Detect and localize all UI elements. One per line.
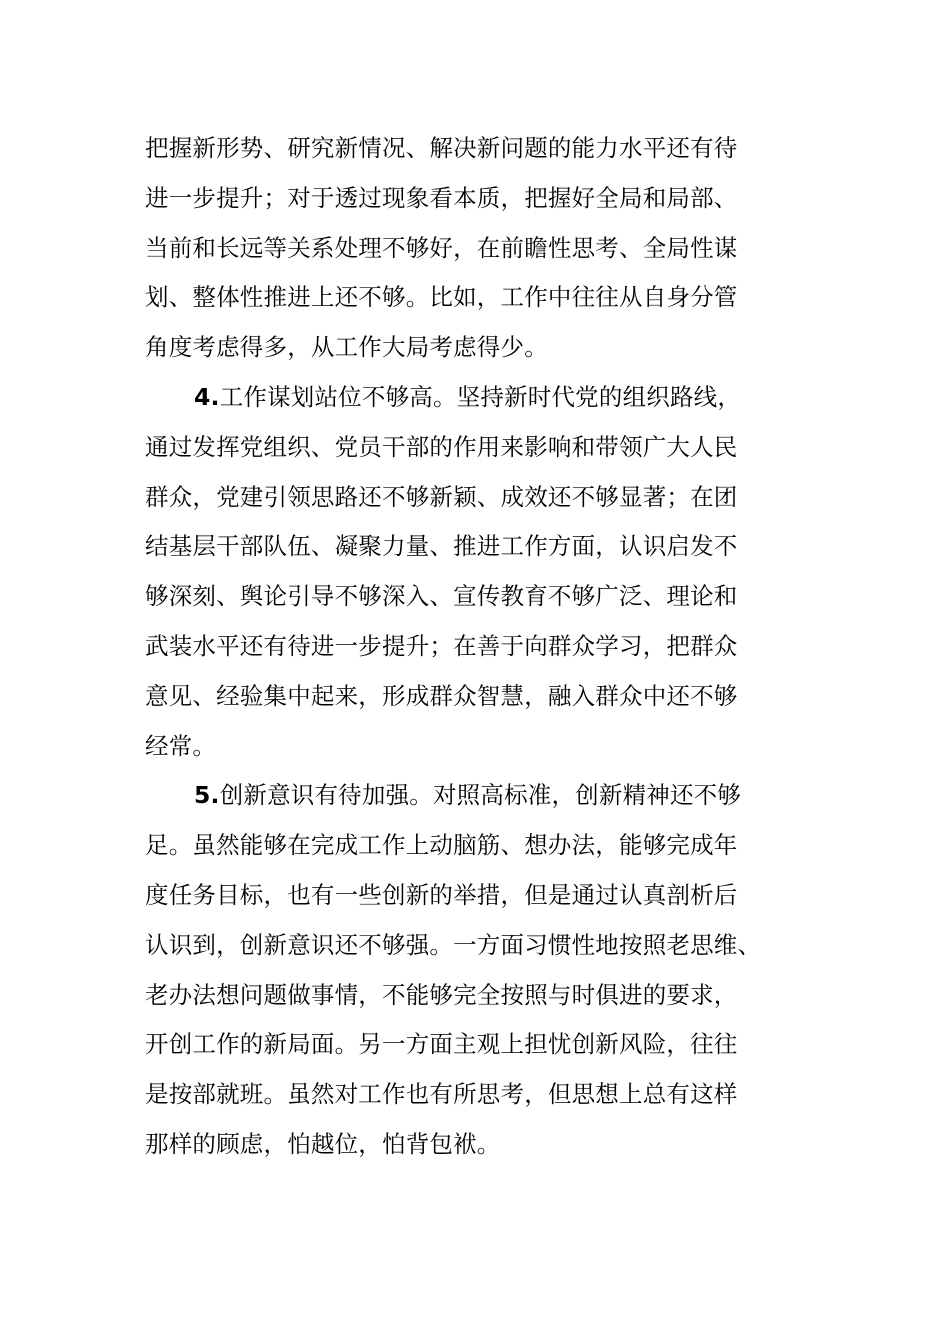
paragraph-item-5 <box>145 771 805 1169</box>
paragraph-continuation <box>145 124 805 373</box>
text-line: 群众，党建引领思路还不够新颖、成效还不够显著；在团 <box>145 482 738 511</box>
text-line: 把握新形势、研究新情况、解决新问题的能力水平还有待 <box>145 134 738 162</box>
item-number: 4. <box>194 382 220 411</box>
text-line: 开创工作的新局面。另一方面主观上担忧创新风险，往往 <box>145 1030 738 1059</box>
text-line: 划、整体性推进上还不够。比如，工作中往往从自身分管 <box>145 283 738 312</box>
text-line: 是按部就班。虽然对工作也有所思考，但思想上总有这样 <box>145 1080 738 1109</box>
item-heading-text: 工作谋划站位不够高。坚持新时代党的组织路线， <box>219 382 742 411</box>
text-line: 结基层干部队伍、凝聚力量、推进工作方面，认识启发不 <box>145 532 738 561</box>
document-body <box>145 124 805 1170</box>
paragraph-item-4 <box>145 373 805 771</box>
text-line: 够深刻、舆论引导不够深入、宣传教育不够广泛、理论和 <box>145 582 738 611</box>
text-line: 进一步提升；对于透过现象看本质，把握好全局和局部、 <box>145 183 738 212</box>
text-line: 意见、经验集中起来，形成群众智慧，融入群众中还不够 <box>145 681 738 710</box>
text-line: 通过发挥党组织、党员干部的作用来影响和带领广大人民 <box>145 432 738 461</box>
item-heading-text: 创新意识有待加强。对照高标准，创新精神还不够 <box>219 781 742 810</box>
item-heading-line <box>145 771 805 821</box>
text-line: 经常。 <box>145 731 217 760</box>
text-line: 老办法想问题做事情，不能够完全按照与时俱进的要求， <box>145 980 738 1009</box>
item-heading-line <box>145 373 805 423</box>
text-line: 度任务目标，也有一些创新的举措，但是通过认真剖析后 <box>145 880 738 909</box>
item-number: 5. <box>194 781 220 810</box>
text-line: 当前和长远等关系处理不够好，在前瞻性思考、全局性谋 <box>145 233 738 262</box>
text-line: 武装水平还有待进一步提升；在善于向群众学习，把群众 <box>145 631 738 660</box>
text-line: 认识到，创新意识还不够强。一方面习惯性地按照老思维、 <box>145 930 762 959</box>
text-line: 足。虽然能够在完成工作上动脑筋、想办法，能够完成年 <box>145 831 738 860</box>
text-line: 角度考虑得多，从工作大局考虑得少。 <box>145 333 548 362</box>
text-line: 那样的顾虑，怕越位，怕背包袱。 <box>145 1129 501 1158</box>
